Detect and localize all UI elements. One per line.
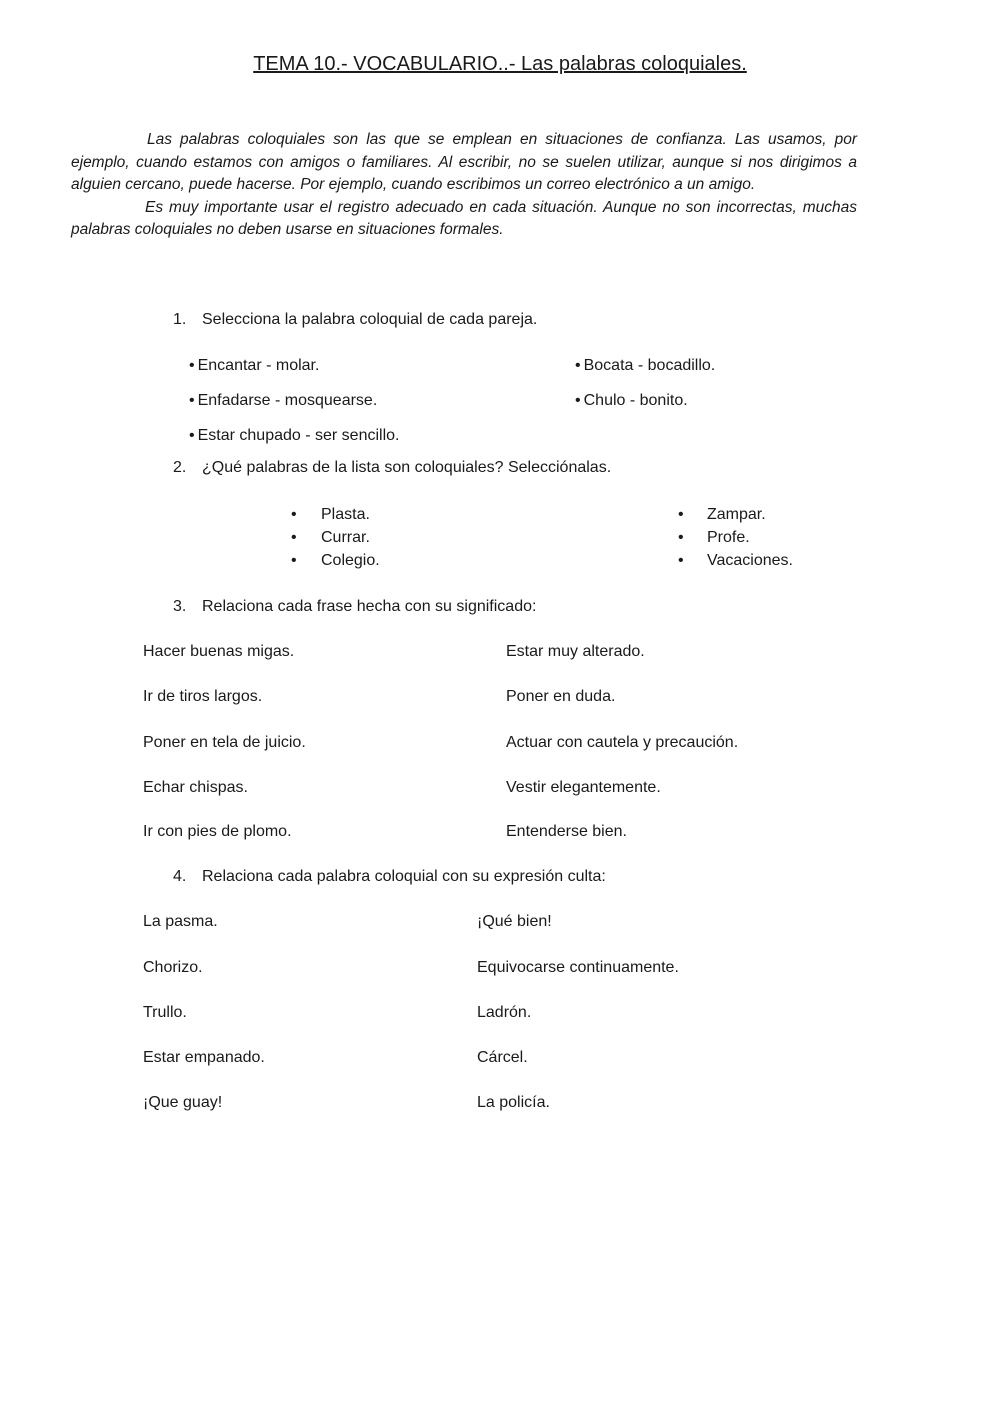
match-left-item[interactable]: Hacer buenas migas. xyxy=(143,643,295,660)
bullet-icon: • xyxy=(291,552,297,569)
exercise-2-number: 2. xyxy=(173,459,187,476)
match-left-item[interactable]: Trullo. xyxy=(143,1004,187,1021)
match-right-item[interactable]: Actuar con cautela y precaución. xyxy=(506,734,739,751)
word-option[interactable]: Profe. xyxy=(707,529,750,546)
match-right-item[interactable]: Estar muy alterado. xyxy=(506,643,645,660)
exercise-2-instruction: ¿Qué palabras de la lista son coloquiales? Selecciónalas. xyxy=(202,459,612,476)
exercise-4-number: 4. xyxy=(173,868,187,885)
word-option[interactable]: Plasta. xyxy=(321,506,370,523)
match-left-item[interactable]: Poner en tela de juicio. xyxy=(143,734,306,751)
match-right-item[interactable]: ¡Qué bien! xyxy=(477,913,552,930)
word-option[interactable]: Zampar. xyxy=(707,506,766,523)
match-right-item[interactable]: Ladrón. xyxy=(477,1004,532,1021)
match-right-item[interactable]: Entenderse bien. xyxy=(506,823,627,840)
word-option[interactable]: Colegio. xyxy=(321,552,380,569)
pair-label: Estar chupado - ser sencillo. xyxy=(197,427,400,444)
match-left-item[interactable]: Estar empanado. xyxy=(143,1049,265,1066)
match-left-item[interactable]: Ir de tiros largos. xyxy=(143,688,263,705)
exercise-4-instruction: Relaciona cada palabra coloquial con su expresión culta: xyxy=(202,868,606,885)
pair-option[interactable] xyxy=(575,391,688,411)
intro-paragraph-1: Las palabras coloquiales son las que se emplean en situaciones de confianza. Las usamos, por ejemplo, cuando estamos con amigos o familiares. Al escribir, no se suelen utilizar, aunque si nos dirigimos a alguien cercano, puede hacerse. Por ejemplo, cuando escribimos un correo electrónico a un amigo. xyxy=(71,131,857,193)
exercise-1-number: 1. xyxy=(173,311,187,328)
pair-option[interactable] xyxy=(575,356,715,376)
match-right-item[interactable]: La policía. xyxy=(477,1094,550,1111)
pair-label: Enfadarse - mosquearse. xyxy=(197,392,378,409)
page-title: TEMA 10.- VOCABULARIO..- Las palabras coloquiales. xyxy=(253,53,747,75)
pair-option[interactable] xyxy=(189,426,399,446)
match-right-item[interactable]: Equivocarse continuamente. xyxy=(477,959,679,976)
bullet-icon: • xyxy=(291,506,297,523)
intro-paragraph-2: Es muy importante usar el registro adecuado en cada situación. Aunque no son incorrectas, muchas palabras coloquiales no deben usarse en situaciones formales. xyxy=(71,198,857,238)
word-option[interactable]: Vacaciones. xyxy=(707,552,793,569)
match-left-item[interactable]: Echar chispas. xyxy=(143,779,248,796)
pair-option[interactable] xyxy=(189,356,319,376)
match-left-item[interactable]: Ir con pies de plomo. xyxy=(143,823,292,840)
match-left-item[interactable]: La pasma. xyxy=(143,913,218,930)
pair-label: Encantar - molar. xyxy=(197,357,320,374)
bullet-icon: • xyxy=(678,506,684,523)
bullet-icon: • xyxy=(291,529,297,546)
match-right-item[interactable]: Vestir elegantemente. xyxy=(506,779,661,796)
exercise-3-number: 3. xyxy=(173,598,187,615)
bullet-icon: • xyxy=(678,552,684,569)
word-option[interactable]: Currar. xyxy=(321,529,370,546)
bullet-icon: • xyxy=(678,529,684,546)
exercise-1-instruction: Selecciona la palabra coloquial de cada pareja. xyxy=(202,311,538,328)
pair-label: Chulo - bonito. xyxy=(583,392,688,409)
match-left-item[interactable]: Chorizo. xyxy=(143,959,203,976)
pair-option[interactable] xyxy=(189,391,377,411)
match-left-item[interactable]: ¡Que guay! xyxy=(143,1094,223,1111)
match-right-item[interactable]: Cárcel. xyxy=(477,1049,528,1066)
exercise-3-instruction: Relaciona cada frase hecha con su significado: xyxy=(202,598,537,615)
intro-text xyxy=(71,129,857,242)
match-right-item[interactable]: Poner en duda. xyxy=(506,688,616,705)
pair-label: Bocata - bocadillo. xyxy=(583,357,716,374)
